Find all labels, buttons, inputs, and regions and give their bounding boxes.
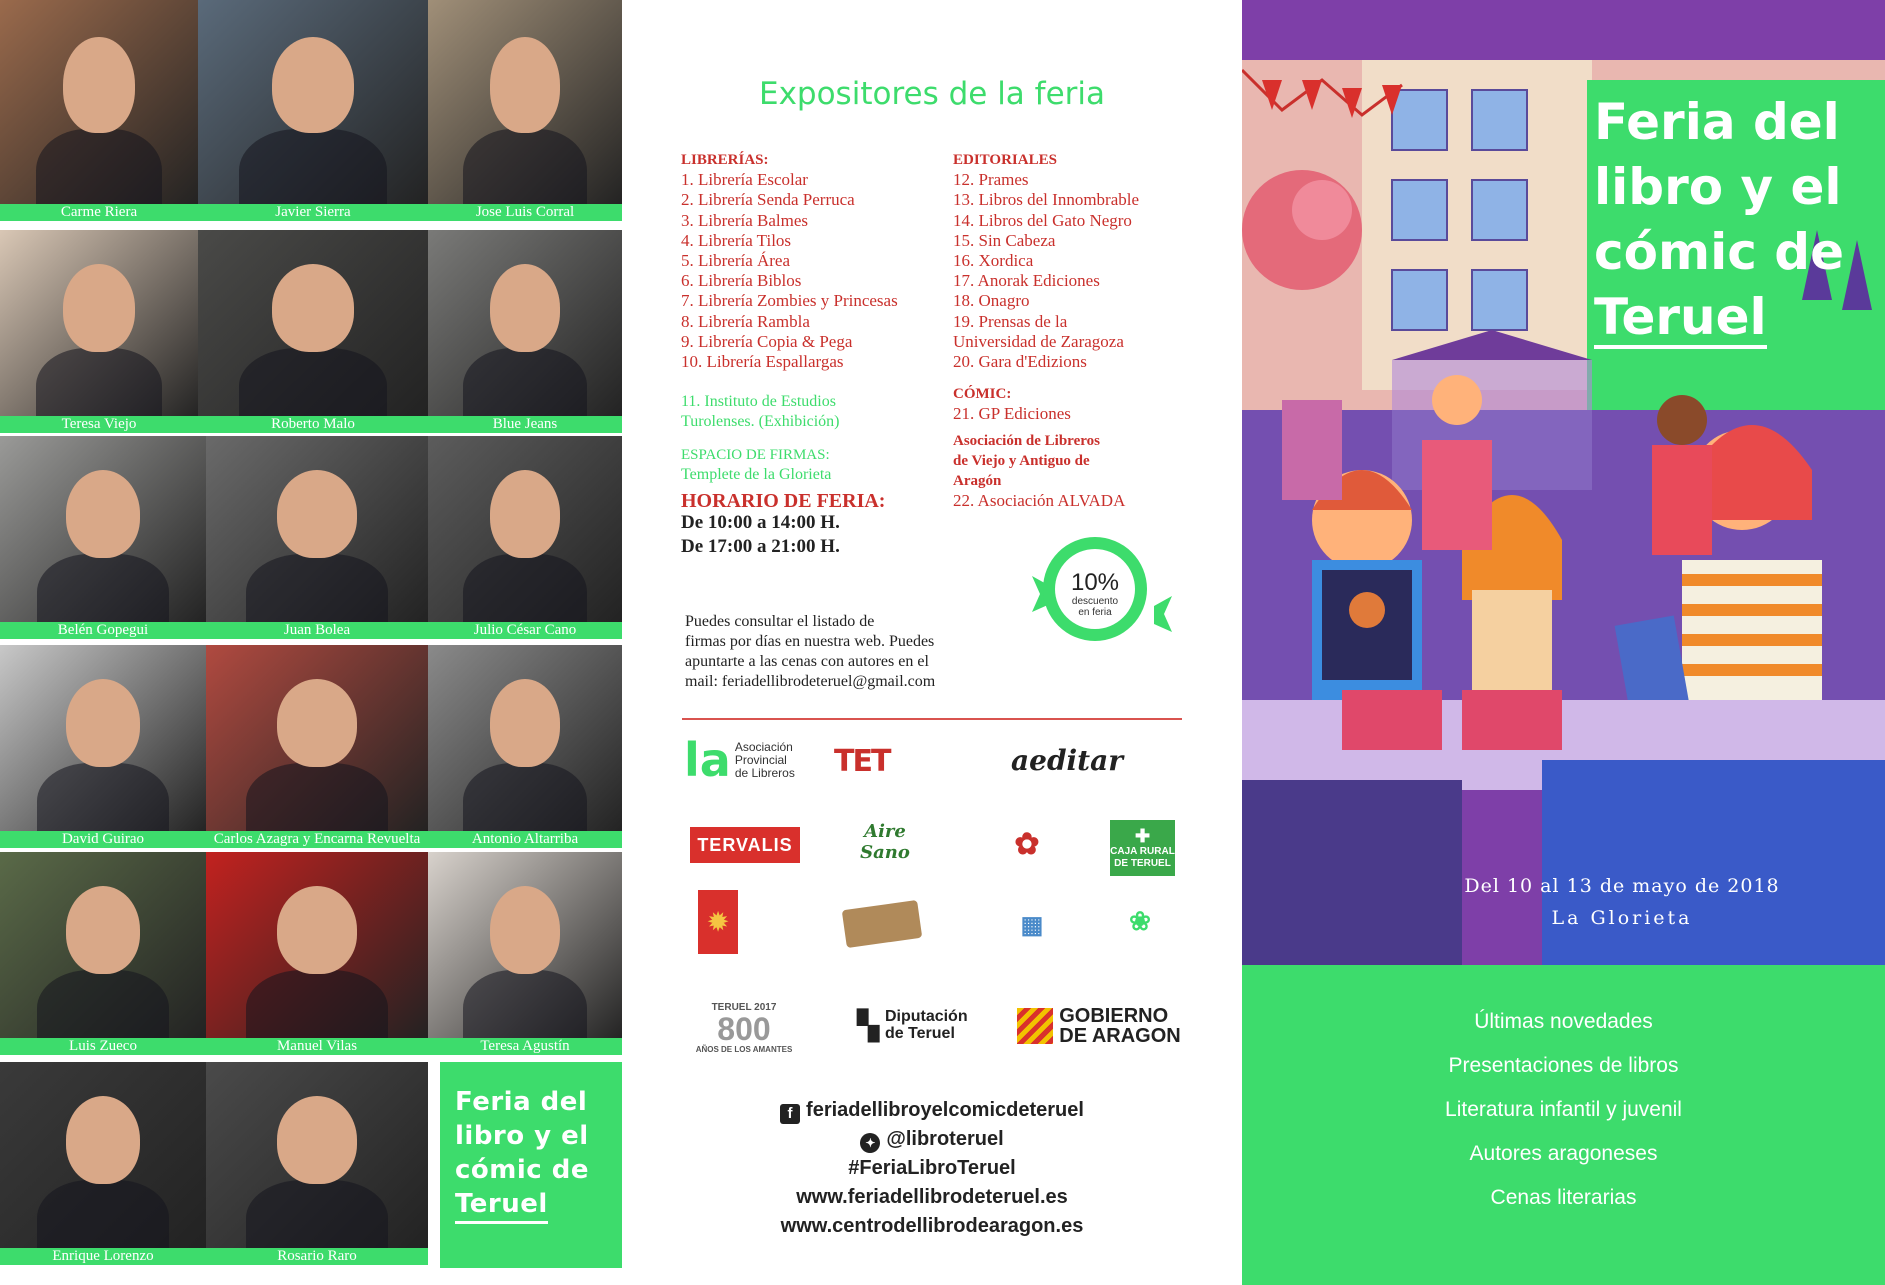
cover-title — [1594, 90, 1844, 350]
teruel-800-logo — [684, 995, 804, 1061]
hashtag: #FeriaLibroTeruel — [848, 1157, 1016, 1179]
list-item: 7. Librería Zombies y Princesas — [681, 291, 898, 311]
publishers-column — [953, 150, 1193, 511]
tervalis-logo — [690, 827, 800, 863]
exhibitors-title: Expositores de la feria — [758, 76, 1105, 112]
author-photo — [0, 852, 206, 1042]
website-link[interactable]: www.feriadellibrodeteruel.es — [796, 1186, 1068, 1208]
author-photo — [0, 645, 206, 835]
logo-line: cómic de — [455, 1155, 589, 1185]
author-photo — [0, 1062, 206, 1252]
gobierno-aragon-logo — [1010, 1002, 1188, 1050]
asociacion-libreros-logo: la Asociación Provincial de Libreros — [684, 733, 795, 787]
institute-line: Turolenses. (Exhibición) — [681, 413, 840, 431]
author-caption: Julio César Cano — [428, 622, 622, 639]
association-header: Aragón — [953, 473, 1002, 490]
author-caption: Antonio Altarriba — [428, 831, 622, 848]
logo-line: Teruel — [455, 1187, 548, 1224]
author-caption: Juan Bolea — [206, 622, 428, 639]
signings-place: Templete de la Glorieta — [681, 465, 832, 483]
author-photo — [206, 436, 428, 626]
cover-title-line: cómic de — [1594, 223, 1844, 281]
facebook-icon: f — [780, 1104, 800, 1124]
author-photo — [0, 0, 198, 208]
twitter-icon: ✦ — [860, 1133, 880, 1153]
author-photo — [428, 0, 622, 208]
notice-line: apuntarte a las cenas con autores en el — [685, 653, 929, 670]
logo-text: DE ARAGON — [1059, 1025, 1181, 1047]
airesano-logo — [840, 822, 930, 862]
logo-text: aeditar — [1011, 743, 1123, 777]
notice-line[interactable]: mail: feriadellibrodeteruel@gmail.com — [685, 673, 936, 690]
list-item: 17. Anorak Ediciones — [953, 271, 1100, 291]
logo-line: Feria del — [455, 1087, 588, 1117]
author-photo — [428, 645, 622, 835]
facebook-link[interactable]: feriadellibroyelcomicdeteruel — [806, 1099, 1084, 1121]
bookstores-column — [681, 150, 951, 559]
highlight-item: Literatura infantil y juvenil — [1445, 1098, 1682, 1121]
fair-dates — [1402, 870, 1842, 934]
author-photo — [428, 436, 622, 626]
hours-line: De 17:00 a 21:00 H. — [681, 536, 840, 558]
list-item: 18. Onagro — [953, 291, 1030, 311]
cover-title-line: Feria del — [1594, 93, 1840, 151]
highlight-item: Cenas literarias — [1490, 1186, 1637, 1209]
logo-text: Asociación — [734, 739, 793, 754]
institute-line: 11. Instituto de Estudios — [681, 393, 836, 411]
diputacion-logo: ▚ Diputación de Teruel — [857, 1008, 968, 1042]
logo-text: Provincial — [734, 752, 787, 767]
highlight-item: Autores aragoneses — [1469, 1142, 1658, 1165]
list-item: 6. Librería Biblos — [681, 271, 802, 291]
social-links — [622, 1096, 1242, 1241]
author-caption: Javier Sierra — [198, 204, 428, 221]
list-item: 14. Libros del Gato Negro — [953, 210, 1132, 230]
association-header: de Viejo y Antiguo de — [953, 452, 1090, 469]
list-item: 21. GP Ediciones — [953, 404, 1071, 424]
badge-sub: en feria — [1078, 607, 1112, 618]
cover-title-line: Teruel — [1594, 289, 1767, 349]
feria-logo-small — [455, 1085, 605, 1224]
exhibitors-panel — [622, 0, 1242, 1285]
author-caption: David Guirao — [0, 831, 206, 848]
logo-text: AÑOS DE LOS AMANTES — [695, 1045, 793, 1054]
twitter-link[interactable]: @libroteruel — [886, 1128, 1004, 1150]
author-caption: Belén Gopegui — [0, 622, 206, 639]
notice-line: firmas por días en nuestra web. Puedes — [685, 633, 935, 650]
teruel-ayto-logo: ✹ — [698, 890, 738, 954]
author-caption: Rosario Raro — [206, 1248, 428, 1265]
list-item: 1. Librería Escolar — [681, 170, 808, 190]
author-photo — [0, 230, 198, 420]
logo-text: Aire Sano — [860, 821, 910, 863]
hours-header: HORARIO DE FERIA: — [681, 490, 886, 513]
author-caption: Teresa Agustín — [428, 1038, 622, 1055]
logo-text: TET — [834, 743, 890, 779]
logo-text: TERUEL 2017 — [711, 1002, 777, 1013]
aeditar-logo — [992, 740, 1142, 780]
author-caption: Carme Riera — [0, 204, 198, 221]
author-caption: Teresa Viejo — [0, 416, 198, 433]
author-photo — [428, 230, 622, 420]
list-item: 16. Xordica — [953, 251, 1034, 271]
highlight-item: Últimas novedades — [1474, 1010, 1653, 1033]
list-item: 2. Librería Senda Perruca — [681, 190, 855, 210]
author-photo — [206, 852, 428, 1042]
authors-panel — [0, 0, 622, 1268]
date-line: Del 10 al 13 de mayo de 2018 — [1464, 875, 1780, 897]
author-caption: Luis Zueco — [0, 1038, 206, 1055]
notice-line: Puedes consultar el listado de — [685, 613, 875, 630]
divider — [682, 718, 1182, 720]
list-item: 10. Librería Espallargas — [681, 352, 844, 372]
list-item: 8. Librería Rambla — [681, 311, 810, 331]
anaprin-logo: ✿ — [1014, 828, 1040, 861]
centro-libro-logo: ▦ — [1020, 911, 1044, 939]
list-item: 9. Librería Copia & Pega — [681, 331, 853, 351]
author-photo — [206, 1062, 428, 1252]
cover-title-line: libro y el — [1594, 158, 1842, 216]
logo-text: de Teruel — [884, 1025, 955, 1042]
logo-text: 800 — [717, 1011, 771, 1047]
author-caption: Carlos Azagra y Encarna Revuelta — [206, 831, 428, 848]
author-caption: Manuel Vilas — [206, 1038, 428, 1055]
author-caption: Enrique Lorenzo — [0, 1248, 206, 1265]
logo-text: DE TERUEL — [1114, 858, 1171, 869]
signings-notice — [685, 612, 1025, 692]
signings-header: ESPACIO DE FIRMAS: — [681, 446, 830, 463]
author-photo — [198, 230, 428, 420]
list-item: 3. Librería Balmes — [681, 210, 808, 230]
list-item: 19. Prensas de la — [953, 311, 1068, 331]
badge-sub: descuento — [1071, 596, 1119, 607]
list-item: 22. Asociación ALVADA — [953, 491, 1126, 511]
association-header: Asociación de Libreros — [953, 432, 1100, 449]
tag-logo — [842, 900, 923, 948]
highlight-item: Presentaciones de libros — [1448, 1054, 1679, 1077]
caja-rural-logo: ✚ CAJA RURAL DE TERUEL — [1110, 820, 1175, 876]
logo-line: libro y el — [455, 1121, 589, 1151]
logo-text: Diputación — [884, 1008, 968, 1025]
author-photo — [0, 436, 206, 626]
publishers-header: EDITORIALES — [953, 152, 1057, 168]
green-logo: ❀ — [1129, 905, 1151, 936]
logo-text: TERVALIS — [697, 834, 793, 855]
author-photo — [428, 852, 622, 1042]
tet-logo — [834, 740, 972, 782]
logo-text: GOBIERNO — [1059, 1005, 1169, 1027]
comic-header: CÓMIC: — [953, 386, 1012, 403]
logo-text: de Libreros — [734, 765, 795, 780]
discount-badge — [1032, 536, 1172, 666]
list-item: 5. Librería Área — [681, 251, 791, 271]
cover-illustration — [1242, 0, 1885, 965]
logo-text: CAJA RURAL — [1110, 846, 1175, 857]
list-item: 20. Gara d'Edizions — [953, 352, 1087, 372]
highlights-list — [1242, 1000, 1885, 1220]
author-caption: Roberto Malo — [198, 416, 428, 433]
place-line: La Glorieta — [1551, 907, 1693, 929]
list-item: 15. Sin Cabeza — [953, 230, 1056, 250]
list-item: 4. Librería Tilos — [681, 230, 792, 250]
list-item: 12. Prames — [953, 170, 1029, 190]
list-item: 13. Libros del Innombrable — [953, 190, 1140, 210]
author-photo — [206, 645, 428, 835]
cover-panel — [1242, 0, 1885, 1285]
badge-percent: 10% — [1070, 569, 1120, 596]
author-caption: Blue Jeans — [428, 416, 622, 433]
author-caption: Jose Luis Corral — [428, 204, 622, 221]
list-item: Universidad de Zaragoza — [953, 331, 1124, 351]
website-link[interactable]: www.centrodellibrodearagon.es — [780, 1215, 1084, 1237]
author-photo — [198, 0, 428, 208]
bookstores-header: LIBRERÍAS: — [681, 152, 769, 168]
hours-line: De 10:00 a 14:00 H. — [681, 512, 840, 534]
